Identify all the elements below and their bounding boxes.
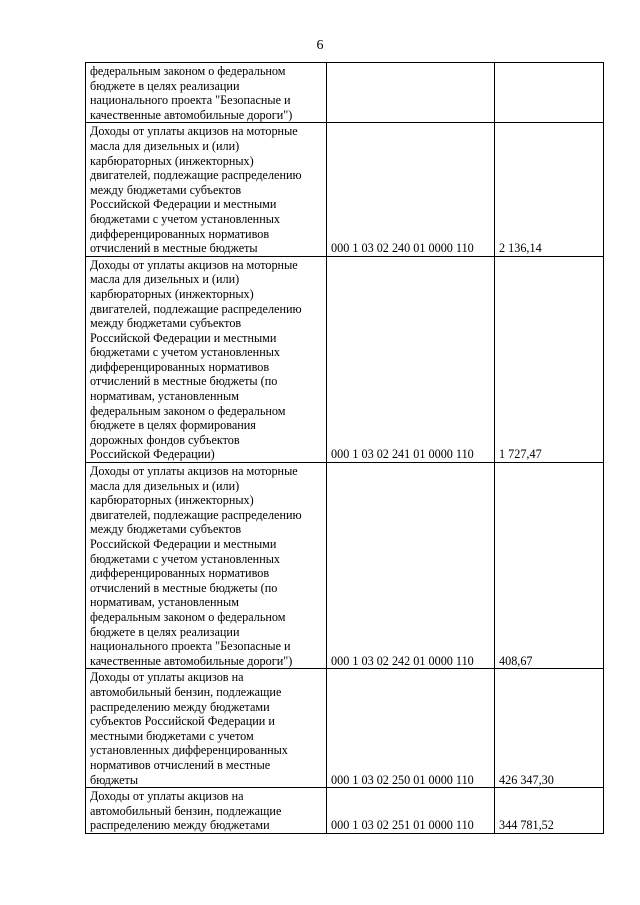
- description-line: Доходы от уплаты акцизов на: [90, 670, 244, 685]
- row-description: [86, 63, 327, 123]
- description-line: автомобильный бензин, подлежащие: [90, 803, 282, 818]
- description-line: национального проекта "Безопасные и: [90, 639, 291, 654]
- description-line: Российской Федерации и местными: [90, 330, 277, 345]
- description-line: карбюраторных (инжекторных): [90, 493, 254, 508]
- table-row: [86, 669, 604, 788]
- row-budget-code: [327, 63, 495, 123]
- row-description: [86, 256, 327, 462]
- description-line: двигателей, подлежащие распределению: [90, 168, 302, 183]
- description-line: между бюджетами субъектов: [90, 182, 242, 197]
- description-line: отчислений в местные бюджеты (по: [90, 374, 278, 389]
- row-budget-code: 000 1 03 02 242 01 0000 110: [327, 463, 495, 669]
- row-amount: 344 781,52: [495, 788, 604, 834]
- description-line: отчислений в местные бюджеты (по: [90, 580, 278, 595]
- description-line: карбюраторных (инжекторных): [90, 153, 254, 168]
- description-line: нормативам, установленным: [90, 595, 239, 610]
- row-description: [86, 788, 327, 834]
- description-line: установленных дифференцированных: [90, 743, 288, 758]
- description-line: отчислений в местные бюджеты: [90, 241, 258, 256]
- row-budget-code: 000 1 03 02 240 01 0000 110: [327, 123, 495, 256]
- table-row: [86, 463, 604, 669]
- table-row: [86, 788, 604, 834]
- row-amount: 408,67: [495, 463, 604, 669]
- description-line: дифференцированных нормативов: [90, 226, 270, 241]
- description-line: распределению между бюджетами: [90, 818, 270, 833]
- description-line: карбюраторных (инжекторных): [90, 286, 254, 301]
- row-description: [86, 463, 327, 669]
- description-line: Доходы от уплаты акцизов на: [90, 789, 244, 804]
- description-line: федеральным законом о федеральном: [90, 403, 286, 418]
- description-line: Российской Федерации и местными: [90, 197, 277, 212]
- description-line: бюджетами с учетом установленных: [90, 551, 281, 566]
- description-line: бюджете в целях реализации: [90, 624, 240, 639]
- description-line: местными бюджетами с учетом: [90, 728, 254, 743]
- row-amount: 426 347,30: [495, 669, 604, 788]
- description-line: качественные автомобильные дороги"): [90, 653, 293, 668]
- description-line: Российской Федерации): [90, 447, 215, 462]
- row-budget-code: 000 1 03 02 251 01 0000 110: [327, 788, 495, 834]
- description-line: бюджетами с учетом установленных: [90, 211, 281, 226]
- description-line: качественные автомобильные дороги"): [90, 107, 293, 122]
- description-line: масла для дизельных и (или): [90, 272, 240, 287]
- description-line: между бюджетами субъектов: [90, 316, 242, 331]
- description-line: бюджете в целях реализации: [90, 78, 240, 93]
- description-line: Доходы от уплаты акцизов на моторные: [90, 464, 298, 479]
- description-line: двигателей, подлежащие распределению: [90, 301, 302, 316]
- description-line: масла для дизельных и (или): [90, 478, 240, 493]
- description-line: Доходы от уплаты акцизов на моторные: [90, 124, 298, 139]
- description-line: автомобильный бензин, подлежащие: [90, 684, 282, 699]
- description-line: нормативам, установленным: [90, 389, 239, 404]
- description-line: распределению между бюджетами: [90, 699, 270, 714]
- description-line: Доходы от уплаты акцизов на моторные: [90, 257, 298, 272]
- description-line: федеральным законом о федеральном: [90, 609, 286, 624]
- table-row: [86, 123, 604, 256]
- description-line: федеральным законом о федеральном: [90, 64, 286, 78]
- row-budget-code: 000 1 03 02 250 01 0000 110: [327, 669, 495, 788]
- row-description: [86, 123, 327, 256]
- revenue-table: [85, 62, 604, 834]
- description-line: дифференцированных нормативов: [90, 359, 270, 374]
- description-line: дорожных фондов субъектов: [90, 432, 240, 447]
- description-line: Российской Федерации и местными: [90, 537, 277, 551]
- row-amount: 2 136,14: [495, 123, 604, 256]
- revenue-table-body: [86, 63, 604, 834]
- row-amount: 1 727,47: [495, 256, 604, 462]
- description-line: субъектов Российской Федерации и: [90, 714, 275, 729]
- description-line: между бюджетами субъектов: [90, 522, 242, 537]
- description-line: масла для дизельных и (или): [90, 138, 240, 153]
- row-amount: [495, 63, 604, 123]
- description-line: национального проекта "Безопасные и: [90, 93, 291, 108]
- table-row: [86, 256, 604, 462]
- description-line: нормативов отчислений в местные: [90, 757, 271, 772]
- table-row: [86, 63, 604, 123]
- description-line: дифференцированных нормативов: [90, 566, 270, 581]
- row-budget-code: 000 1 03 02 241 01 0000 110: [327, 256, 495, 462]
- description-line: бюджетами с учетом установленных: [90, 345, 281, 360]
- description-line: бюджете в целях формирования: [90, 418, 256, 433]
- row-description: [86, 669, 327, 788]
- description-line: бюджеты: [90, 772, 139, 787]
- description-line: двигателей, подлежащие распределению: [90, 507, 302, 522]
- page-number: 6: [316, 38, 324, 53]
